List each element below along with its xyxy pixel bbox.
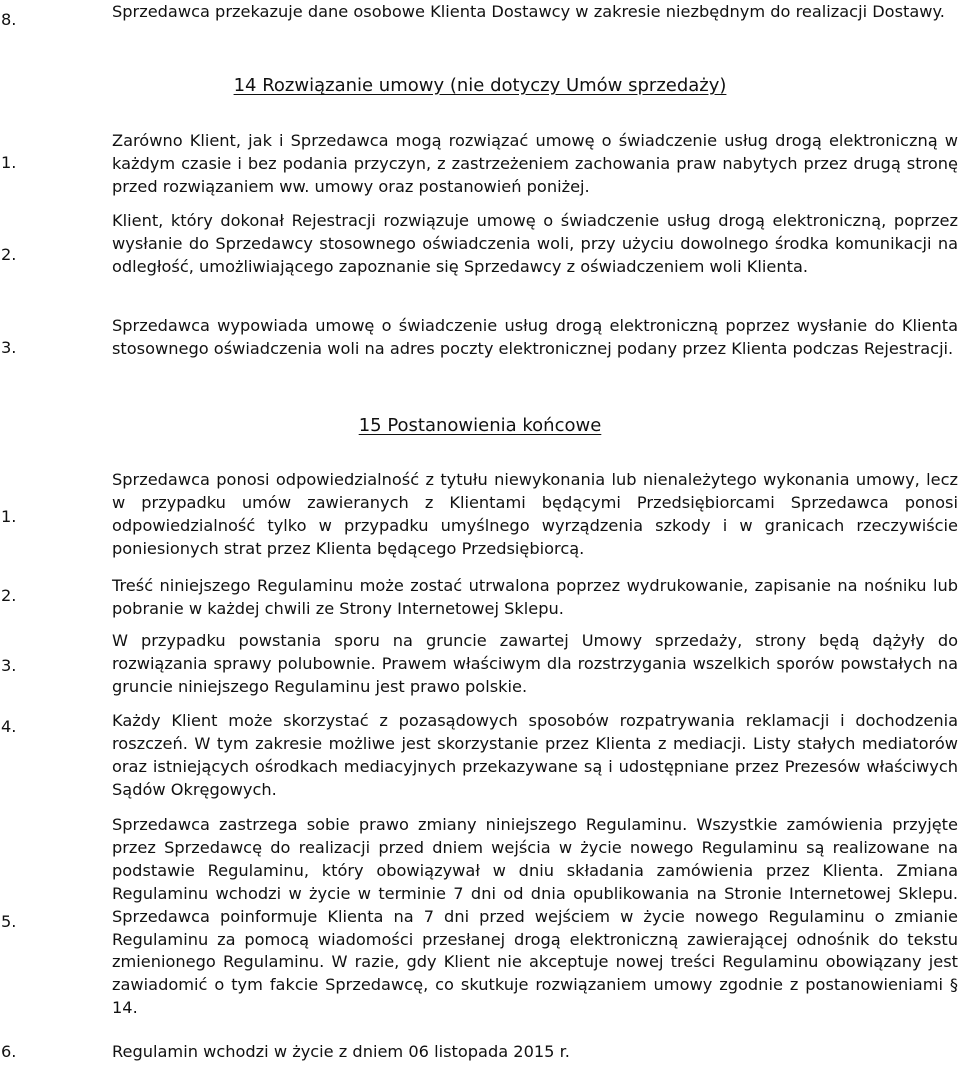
item-number: 8. — [1, 10, 17, 29]
item-number: 1. — [1, 153, 17, 172]
section-heading — [0, 74, 960, 98]
section-heading — [0, 414, 960, 438]
section-heading-text: 14 Rozwiązanie umowy (nie dotyczy Umów sprzedaży) — [233, 75, 727, 96]
list-item: W przypadku powstania sporu na gruncie zawartej Umowy sprzedaży, strony będą dążyły do rozwiązania sprawy polubownie. Prawem właściwym dla rozstrzygania wszelkich sporów powstałych na gruncie niniejszego Regulaminu jest prawo polskie. — [112, 631, 958, 696]
item-number: 5. — [1, 912, 17, 931]
item-number: 3. — [1, 338, 17, 357]
section-heading-text: 15 Postanowienia końcowe — [358, 415, 602, 436]
item-number: 2. — [1, 586, 17, 605]
list-item: Sprzedawca ponosi odpowiedzialność z tytułu niewykonania lub nienależytego wykonania umowy, lecz w przypadku umów zawieranych z Klientami będącymi Przedsiębiorcami Sprzedawca ponosi odpowiedzialność tylko w przypadku umyślnego wyrządzenia szkody i w granicach rzeczywiście poniesionych strat przez Klienta będącego Przedsiębiorcą. — [112, 470, 958, 558]
list-item: Każdy Klient może skorzystać z pozasądowych sposobów rozpatrywania reklamacji i dochodzenia roszczeń. W tym zakresie możliwe jest skorzystanie przez Klienta z mediacji. Listy stałych mediatorów oraz istniejących ośrodkach mediacyjnych przekazywane są i udostępniane przez Prezesów właściwych Sądów Okręgowych. — [112, 711, 958, 799]
list-item: Sprzedawca zastrzega sobie prawo zmiany niniejszego Regulaminu. Wszystkie zamówienia przyjęte przez Sprzedawcę do realizacji przed dniem wejścia w życie nowego Regulaminu są realizowane na podstawie Regulaminu, który obowiązywał w dniu składania zamówienia przez Klienta. Zmiana Regulaminu wchodzi w życie w terminie 7 dni od dnia opublikowania na Stronie Internetowej Sklepu. Sprzedawca poinformuje Klienta na 7 dni przed wejściem w życie nowego Regulaminu o zmianie Regulaminu za pomocą wiadomości przesłanej drogą elektroniczną zawierającej odnośnik do tekstu zmienionego Regulaminu. W razie, gdy Klient nie akceptuje nowej treści Regulaminu obowiązany jest zawiadomić o tym fakcie Sprzedawcę, co skutkuje rozwiązaniem umowy zgodnie z postanowieniami § 14. — [112, 815, 958, 1018]
list-item: Regulamin wchodzi w życie z dniem 06 listopada 2015 r. — [112, 1042, 570, 1061]
list-item: Treść niniejszego Regulaminu może zostać utrwalona poprzez wydrukowanie, zapisanie na nośniku lub pobranie w każdej chwili ze Strony Internetowej Sklepu. — [112, 576, 958, 618]
list-item: Zarówno Klient, jak i Sprzedawca mogą rozwiązać umowę o świadczenie usług drogą elektroniczną w każdym czasie i bez podania przyczyn, z zastrzeżeniem zachowania praw nabytych przez drugą stronę przed rozwiązaniem ww. umowy oraz postanowień poniżej. — [112, 131, 958, 196]
item-number: 2. — [1, 245, 17, 264]
item-number: 3. — [1, 656, 17, 675]
item-number: 1. — [1, 507, 17, 526]
list-item: Sprzedawca przekazuje dane osobowe Klienta Dostawcy w zakresie niezbędnym do realizacji Dostawy. — [112, 2, 945, 21]
list-item: Sprzedawca wypowiada umowę o świadczenie usług drogą elektroniczną poprzez wysłanie do Klienta stosownego oświadczenia woli na adres poczty elektronicznej podany przez Klienta podczas Rejestracji. — [112, 316, 958, 358]
list-item: Klient, który dokonał Rejestracji rozwiązuje umowę o świadczenie usług drogą elektroniczną, poprzez wysłanie do Sprzedawcy stosownego oświadczenia woli, przy użyciu dowolnego środka komunikacji na odległość, umożliwiającego zapoznanie się Sprzedawcy z oświadczeniem woli Klienta. — [112, 211, 958, 276]
item-number: 6. — [1, 1042, 17, 1061]
item-number: 4. — [1, 717, 17, 736]
